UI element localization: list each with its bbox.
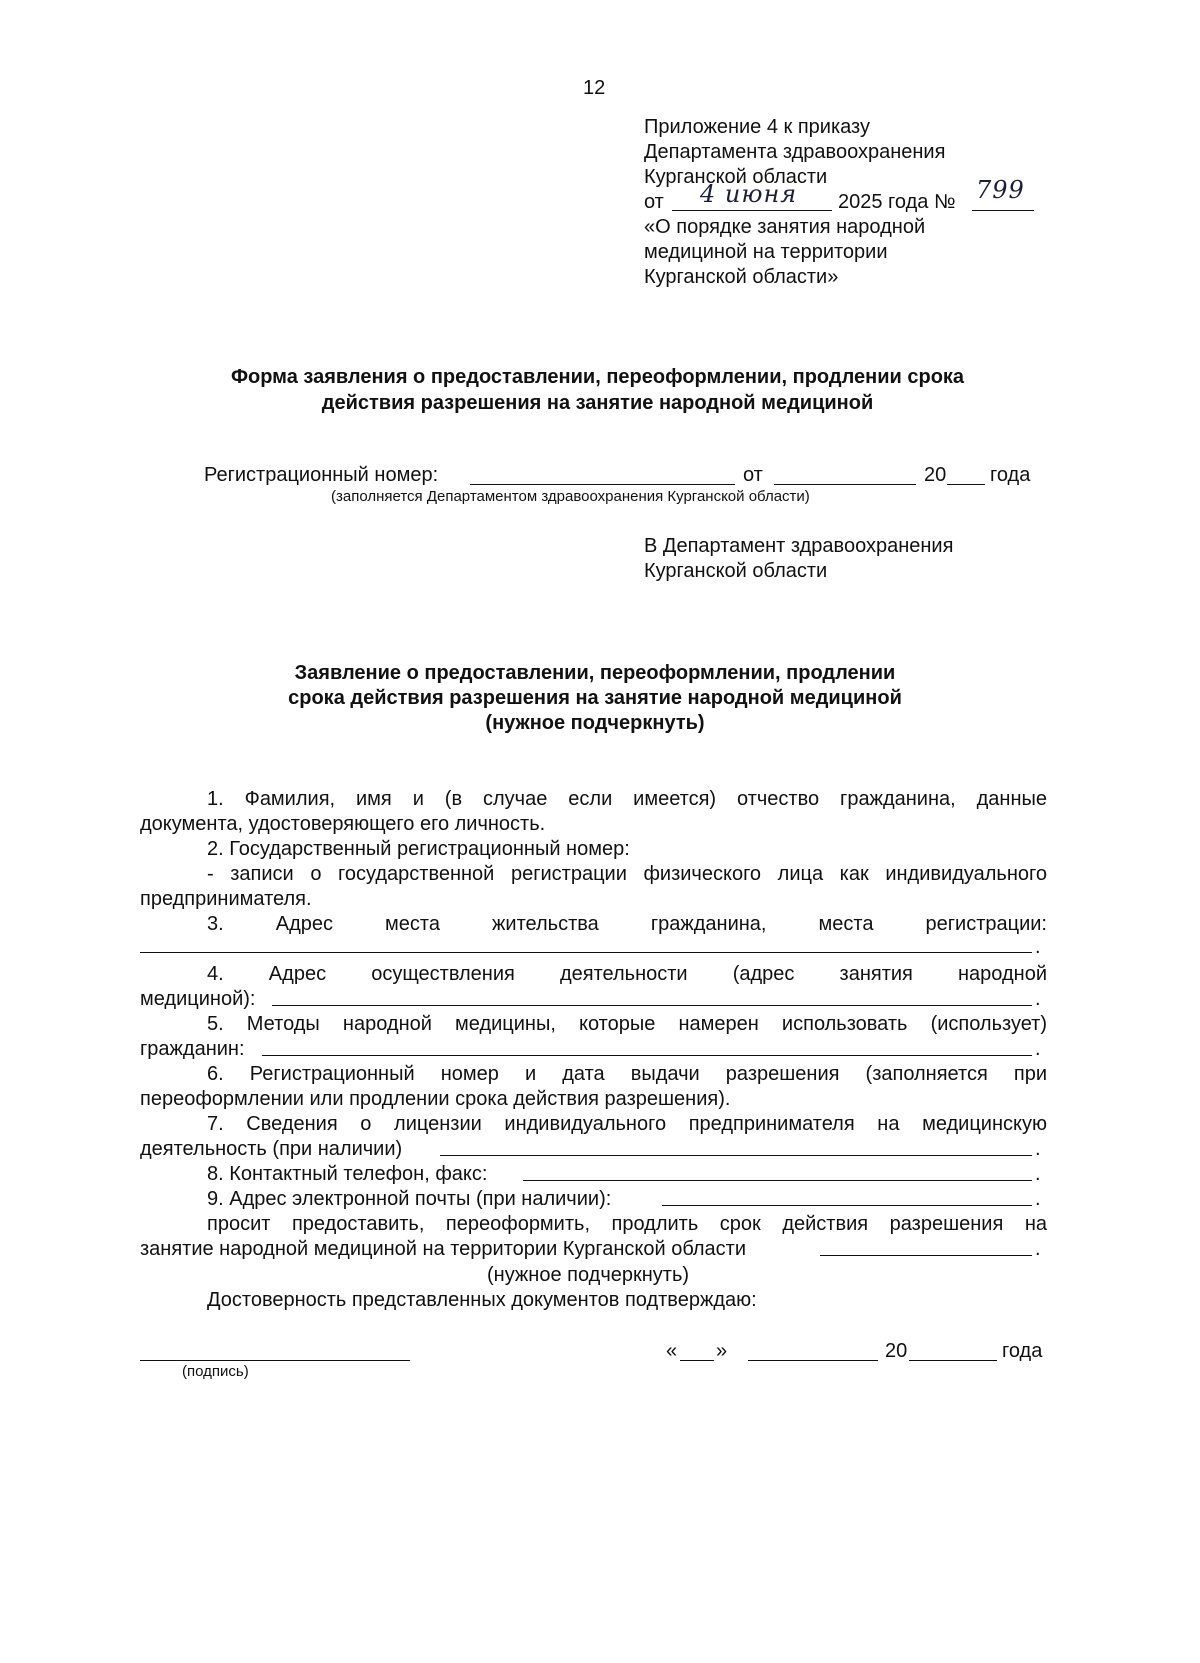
registration-year-field[interactable] [947,484,985,485]
appendix-year-text: 2025 года № [838,191,956,213]
item-1-line-1: 1. Фамилия, имя и (в случае если имеется) отчество гражданина, данные [207,788,1047,810]
request-line-1: просит предоставить, переоформить, продлить срок действия разрешения на [207,1213,1047,1235]
item-8-period: . [1035,1163,1041,1185]
item-9-field[interactable] [662,1205,1032,1206]
item-4-field[interactable] [272,1005,1032,1006]
request-period: . [1035,1238,1041,1260]
item-7-period: . [1035,1138,1041,1160]
registration-date-field[interactable] [774,484,916,485]
item-6-line-1: 6. Регистрационный номер и дата выдачи разрешения (заполняется при [207,1063,1047,1085]
form-title-line-1: Форма заявления о предоставлении, переоформлении, продлении срока [230,366,965,388]
item-4-line-2: медициной): [140,988,256,1010]
date-month-field[interactable] [748,1360,878,1361]
date-year-word: года [1002,1340,1043,1362]
addressee-line-2: Курганской области [644,560,828,582]
item-8-field[interactable] [523,1180,1032,1181]
item-9-period: . [1035,1188,1041,1210]
registration-century: 20 [924,464,947,486]
item-6-line-2: переоформлении или продлении срока действия разрешения). [140,1088,731,1110]
item-2-sub-line-1: - записи о государственной регистрации физического лица как индивидуального [207,863,1047,885]
appendix-number-line [972,210,1034,211]
handwritten-number: 799 [976,176,1025,204]
item-7-line-2: деятельность (при наличии) [140,1138,403,1160]
statement-title-line-2: срока действия разрешения на занятие народной медициной [288,687,902,709]
addressee-line-1: В Департамент здравоохранения [644,535,954,557]
item-7-field[interactable] [440,1155,1032,1156]
registration-year-word: года [990,464,1031,486]
registration-note: (заполняется Департаментом здравоохранения Курганской области) [331,488,810,505]
request-note: (нужное подчеркнуть) [487,1264,690,1286]
item-5-field[interactable] [262,1055,1032,1056]
appendix-line-2: Департамента здравоохранения [644,141,946,163]
date-century: 20 [885,1340,908,1362]
item-9-line: 9. Адрес электронной почты (при наличии): [207,1188,612,1210]
confirmation-line: Достоверность представленных документов подтверждаю: [207,1289,757,1311]
appendix-line-3: Курганской области [644,166,828,188]
form-title-line-2: действия разрешения на занятие народной медициной [321,392,874,414]
request-field[interactable] [820,1255,1032,1256]
page-number: 12 [583,77,606,99]
appendix-line-5: «О порядке занятия народной [644,216,926,238]
item-3-period: . [1035,936,1041,958]
item-3-field[interactable] [140,952,1032,953]
item-5-line-1: 5. Методы народной медицины, которые намерен использовать (использует) [207,1013,1047,1035]
appendix-line-1: Приложение 4 к приказу [644,116,871,138]
registration-from: от [743,464,763,486]
request-line-2: занятие народной медициной на территории Курганской области [140,1238,747,1260]
item-5-period: . [1035,1038,1041,1060]
item-3-line: 3. Адрес места жительства гражданина, места регистрации: [207,913,1047,935]
item-2-line: 2. Государственный регистрационный номер: [207,838,630,860]
appendix-from-prefix: от [644,191,664,213]
date-year-field[interactable] [909,1360,997,1361]
registration-label: Регистрационный номер: [204,464,439,486]
registration-number-field[interactable] [470,484,735,485]
item-7-line-1: 7. Сведения о лицензии индивидуального предпринимателя на медицинскую [207,1113,1047,1135]
statement-title-line-1: Заявление о предоставлении, переоформлении, продлении [294,662,896,684]
signature-field[interactable] [140,1360,410,1361]
signature-label: (подпись) [182,1363,249,1380]
appendix-line-6: медициной на территории [644,241,888,263]
appendix-line-7: Курганской области» [644,266,839,288]
statement-title-line-3: (нужное подчеркнуть) [485,712,705,734]
date-close-quote: » [716,1340,728,1362]
handwritten-date: 4 июня [700,180,798,208]
item-5-line-2: гражданин: [140,1038,245,1060]
appendix-date-line [672,210,832,211]
date-day-field[interactable] [680,1360,714,1361]
item-8-line: 8. Контактный телефон, факс: [207,1163,488,1185]
item-1-line-2: документа, удостоверяющего его личность. [140,813,546,835]
item-2-sub-line-2: предпринимателя. [140,888,312,910]
item-4-line-1: 4. Адрес осуществления деятельности (адрес занятия народной [207,963,1047,985]
date-open-quote: « [666,1340,678,1362]
item-4-period: . [1035,988,1041,1010]
